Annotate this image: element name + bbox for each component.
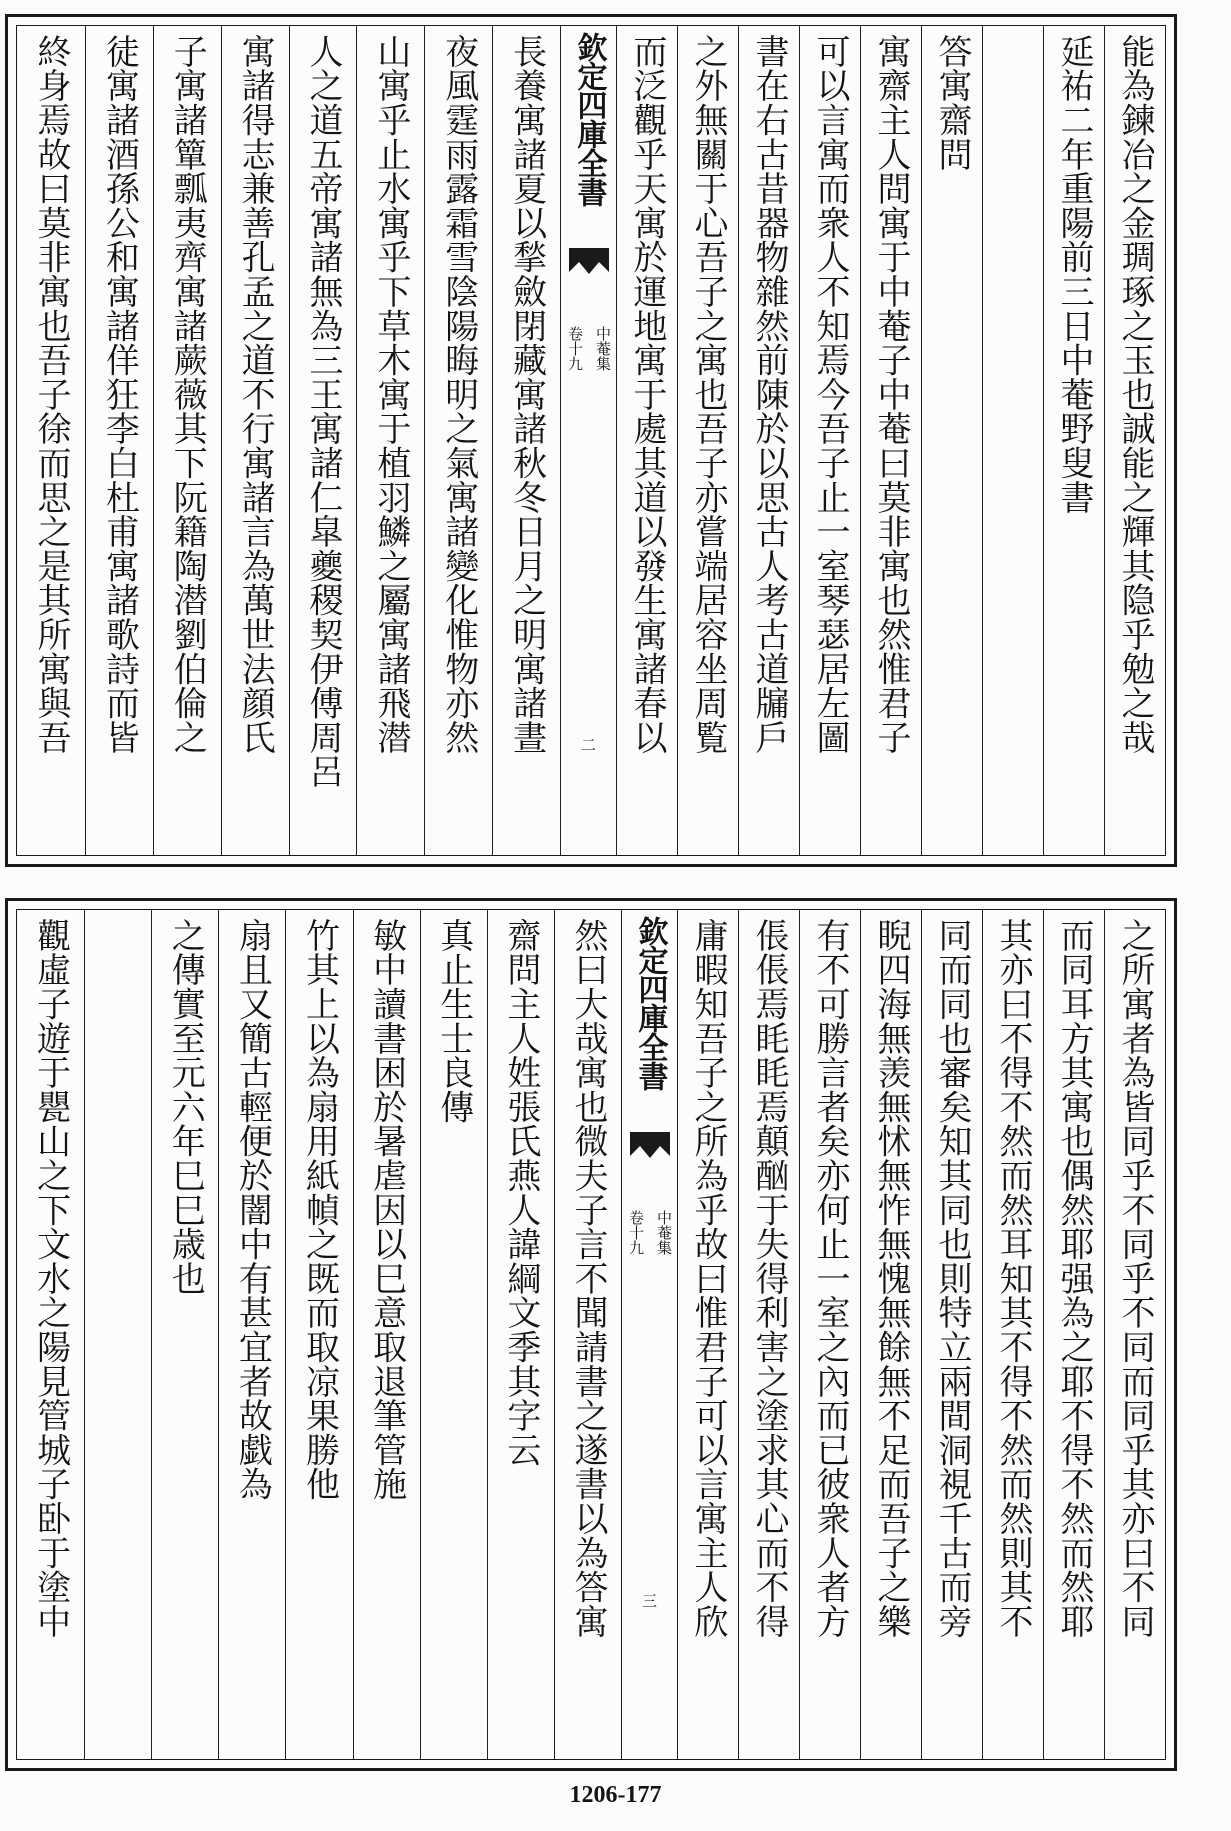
spine-collection-name: 中菴集 [655, 1210, 673, 1255]
top-page-left-column-4: 人之道五帝寓諸無為三王寓諸仁皐夔稷契伊傅周呂 [302, 34, 343, 789]
text-column [285, 910, 352, 1759]
text-column [424, 26, 492, 855]
text-column [289, 26, 357, 855]
bottom-page-right-column-8: 庸暇知吾子之所為乎故曰惟君子可以言寓主人欣 [688, 918, 728, 1639]
bottom-page-left-column-1: 然曰大哉寓也微夫子言不聞請書之遂書以為答寓 [567, 918, 608, 1639]
bottom-page-right-column-1: 之所寓者為皆同乎不同乎不同而同乎其亦曰不同 [1115, 918, 1155, 1639]
spine-volume-number: 卷十九 [627, 1210, 645, 1255]
text-column [677, 26, 738, 855]
spine-page-number: 三 [641, 1592, 658, 1610]
top-page-right-column-5: 寓齋主人問寓于中菴子中菴曰莫非寓也然惟君子 [871, 34, 911, 755]
text-column [799, 26, 860, 855]
top-page-left-column-8: 終身焉故曰莫非寓也吾子徐而思之是其所寓與吾 [30, 34, 71, 755]
bottom-page-left-column-5: 竹其上以為扇用紙幀之既而取凉果勝他 [299, 918, 340, 1502]
bottom-page-right-column-2: 而同耳方其寓也偶然耶强為之耶不得不然而然耶 [1054, 918, 1094, 1639]
fish-tail-mark-icon [569, 248, 609, 276]
fish-tail-mark-icon [630, 1132, 670, 1160]
text-column [85, 26, 153, 855]
spine-series-title: 欽定四庫全書 [632, 916, 668, 1090]
text-column [799, 910, 860, 1759]
bottom-page-left-column-8 [85, 918, 151, 1754]
spine-series-title: 欽定四庫全書 [571, 32, 607, 206]
text-column [487, 910, 554, 1759]
bottom-page-frame [16, 909, 1166, 1760]
text-column [151, 910, 218, 1759]
text-column [860, 26, 921, 855]
top-page-left-column-5: 寓諸得志兼善孔孟之道不行寓諸言為萬世法顔氏 [235, 34, 276, 755]
top-page-right-column-1: 能為鍊冶之金琱琢之玉也誠能之輝其隐乎勉之哉 [1115, 34, 1155, 755]
text-column [1043, 26, 1104, 855]
text-column [982, 26, 1043, 855]
text-column [616, 26, 677, 855]
top-page-right-column-8: 之外無關于心吾子之寓也吾子亦嘗端居容坐周覧 [688, 34, 728, 755]
bottom-page-right-column-6: 有不可勝言者矣亦何止一室之內而已彼衆人者方 [810, 918, 850, 1639]
text-column [17, 26, 85, 855]
top-page-right-column-6: 可以言寓而衆人不知焉今吾子止一室琴瑟居左圖 [810, 34, 850, 755]
bottom-page-right-column-4: 同而同也審矣知其同也則特立兩間洞視千古而旁 [932, 918, 972, 1639]
text-column [17, 910, 84, 1759]
bottom-page-left-column-6: 扇且又簡古輕便於闇中有甚宜者故戯為 [232, 918, 273, 1502]
spine-volume-number: 卷十九 [566, 326, 584, 371]
top-page-left-column-2: 夜風霆雨露霜雪陰陽晦明之氣寓諸變化惟物亦然 [438, 34, 479, 755]
top-page-left-column-7: 徒寓諸酒孫公和寓諸佯狂李白杜甫寓諸歌詩而皆 [99, 34, 140, 755]
top-page-right-column-3 [983, 34, 1043, 850]
text-column [1104, 910, 1165, 1759]
text-column [84, 910, 151, 1759]
text-column [492, 26, 560, 855]
bottom-page [5, 898, 1177, 1771]
bottom-page-left-column-4: 敏中讀書困於暑虐因以巳意取退筆管施 [366, 918, 407, 1502]
text-column [1043, 910, 1104, 1759]
text-column [921, 910, 982, 1759]
top-page [5, 14, 1177, 867]
top-page-right-column-4: 答寓齋問 [932, 34, 972, 172]
text-column [353, 910, 420, 1759]
text-column [153, 26, 221, 855]
text-column [221, 26, 289, 855]
top-page-right-column-9: 而泛觀乎天寓於運地寓于處其道以發生寓諸春以 [627, 34, 667, 755]
text-column [860, 910, 921, 1759]
bottom-page-right-column-5: 睨四海無羡無怵無怍無愧無餘無不足而吾子之樂 [871, 918, 911, 1639]
text-column [356, 26, 424, 855]
top-page-right-column-2: 延祐二年重陽前三日中菴野叟書 [1054, 34, 1094, 515]
top-page-right-column-7: 書在右古昔器物雜然前陳於以思古人考古道牖戶 [749, 34, 789, 755]
text-column [420, 910, 487, 1759]
page-number-footer: 1206-177 [569, 1782, 662, 1808]
bottom-page-right-column-7: 倀倀焉眊眊焉顛酗于失得利害之塗求其心而不得 [749, 918, 789, 1639]
text-column [738, 26, 799, 855]
bottom-page-left-column-2: 齋問主人姓張氏燕人諱綱文季其字云 [500, 918, 541, 1467]
top-page-spine [560, 26, 616, 855]
text-column [738, 910, 799, 1759]
bottom-page-left-column-7: 之傳實至元六年巳巳歳也 [165, 918, 206, 1296]
top-page-frame [16, 25, 1166, 856]
bottom-page-left-column-3: 真止生士良傳 [433, 918, 474, 1124]
text-column [1104, 26, 1165, 855]
text-column [554, 910, 621, 1759]
text-column [677, 910, 738, 1759]
bottom-page-spine [621, 910, 677, 1759]
spine-page-number: 二 [580, 736, 597, 754]
top-page-left-column-6: 子寓諸簞瓢夷齊寓諸蕨薇其下阮籍陶潜劉伯倫之 [167, 34, 208, 755]
text-column [921, 26, 982, 855]
top-page-left-column-3: 山寓乎止水寓乎下草木寓于植羽鱗之屬寓諸飛潜 [370, 34, 411, 755]
text-column [218, 910, 285, 1759]
bottom-page-right-column-3: 其亦曰不得不然而然耳知其不得不然而然則其不 [993, 918, 1033, 1639]
text-column [982, 910, 1043, 1759]
spine-collection-name: 中菴集 [594, 326, 612, 371]
top-page-left-column-1: 長養寓諸夏以揫斂閉藏寓諸秋冬日月之明寓諸晝 [506, 34, 547, 755]
bottom-page-left-column-9: 觀虛子遊于甖山之下文水之陽見管城子卧于塗中 [30, 918, 71, 1639]
